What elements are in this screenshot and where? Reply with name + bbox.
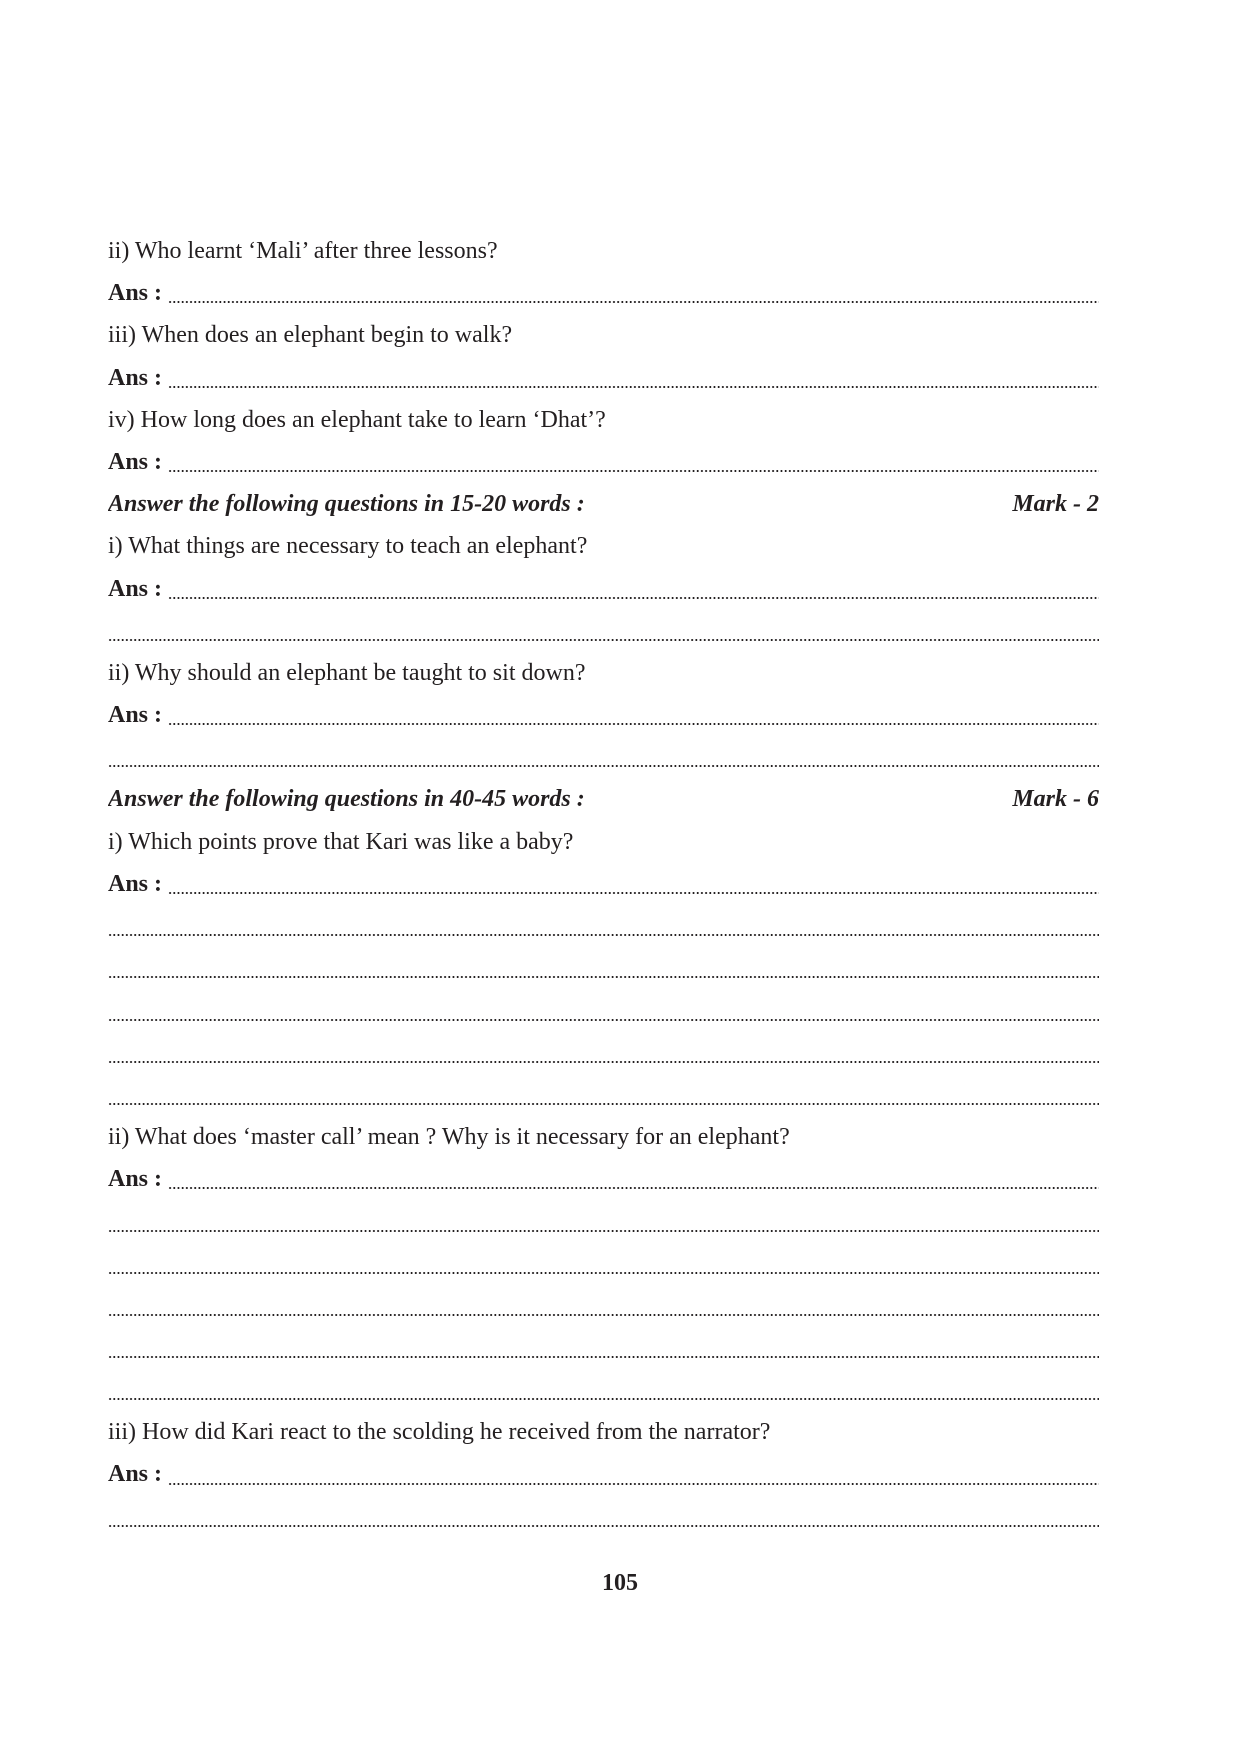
dotted-answer-line — [108, 976, 1099, 978]
dotted-answer-line — [168, 1187, 1099, 1189]
answer-line-continued[interactable] — [108, 736, 1099, 778]
answer-label: Ans : — [108, 1166, 163, 1193]
answer-line[interactable] — [108, 568, 1099, 610]
dotted-answer-line — [108, 1061, 1099, 1063]
answer-line[interactable] — [108, 272, 1099, 314]
answer-line[interactable] — [108, 1453, 1099, 1495]
answer-line[interactable] — [108, 1158, 1099, 1200]
dotted-answer-line — [108, 1356, 1099, 1358]
answer-line-continued[interactable] — [108, 610, 1099, 652]
dotted-answer-line — [168, 892, 1099, 894]
answer-line-continued[interactable] — [108, 1074, 1099, 1116]
section-c-heading — [108, 778, 1099, 820]
answer-label: Ans : — [108, 1461, 163, 1488]
answer-label: Ans : — [108, 448, 163, 475]
dotted-answer-line — [168, 386, 1099, 388]
dotted-answer-line — [168, 597, 1099, 599]
answer-label: Ans : — [108, 280, 163, 307]
dotted-answer-line — [108, 1398, 1099, 1400]
answer-line[interactable] — [108, 694, 1099, 736]
dotted-answer-line — [108, 1272, 1099, 1274]
section-b-marks: Mark - 2 — [1012, 491, 1099, 518]
answer-line-continued[interactable] — [108, 1369, 1099, 1411]
dotted-answer-line — [108, 1314, 1099, 1316]
dotted-answer-line — [168, 723, 1099, 725]
dotted-answer-line — [108, 1103, 1099, 1105]
answer-line-continued[interactable] — [108, 947, 1099, 989]
section-c-marks: Mark - 6 — [1012, 786, 1099, 813]
section-b-instruction: Answer the following questions in 15-20 words : — [108, 491, 585, 518]
question-c-iii: iii) How did Kari react to the scolding he received from the narrator? — [108, 1419, 771, 1446]
answer-label: Ans : — [108, 364, 163, 391]
question-a-iii: iii) When does an elephant begin to walk? — [108, 322, 513, 349]
answer-line-continued[interactable] — [108, 1243, 1099, 1285]
answer-line-continued[interactable] — [108, 989, 1099, 1031]
dotted-answer-line — [108, 1525, 1099, 1527]
answer-label: Ans : — [108, 870, 163, 897]
page-number: 105 — [602, 1570, 638, 1596]
dotted-answer-line — [168, 301, 1099, 303]
dotted-answer-line — [108, 765, 1099, 767]
answer-line-continued[interactable] — [108, 1285, 1099, 1327]
answer-line-continued[interactable] — [108, 905, 1099, 947]
dotted-answer-line — [108, 1230, 1099, 1232]
answer-label: Ans : — [108, 702, 163, 729]
answer-line-continued[interactable] — [108, 1327, 1099, 1369]
question-c-i: i) Which points prove that Kari was like a baby? — [108, 828, 574, 855]
question-a-ii: ii) Who learnt ‘Mali’ after three lessons? — [108, 238, 498, 264]
dotted-answer-line — [108, 1019, 1099, 1021]
answer-line-continued[interactable] — [108, 1200, 1099, 1242]
question-a-iv: iv) How long does an elephant take to learn ‘Dhat’? — [108, 406, 606, 433]
answer-line[interactable] — [108, 441, 1099, 483]
dotted-answer-line — [168, 470, 1099, 472]
section-c-instruction: Answer the following questions in 40-45 words : — [108, 786, 585, 813]
dotted-answer-line — [168, 1483, 1099, 1485]
dotted-answer-line — [108, 639, 1099, 641]
answer-line[interactable] — [108, 863, 1099, 905]
answer-line-continued[interactable] — [108, 1496, 1099, 1538]
dotted-answer-line — [108, 934, 1099, 936]
section-b-heading — [108, 483, 1099, 525]
question-b-ii: ii) Why should an elephant be taught to sit down? — [108, 659, 586, 686]
question-c-ii: ii) What does ‘master call’ mean ? Why is it necessary for an elephant? — [108, 1123, 790, 1150]
answer-line-continued[interactable] — [108, 1032, 1099, 1074]
question-b-i: i) What things are necessary to teach an elephant? — [108, 533, 588, 560]
answer-line[interactable] — [108, 357, 1099, 399]
worksheet-page — [108, 230, 1099, 1538]
answer-label: Ans : — [108, 575, 163, 602]
